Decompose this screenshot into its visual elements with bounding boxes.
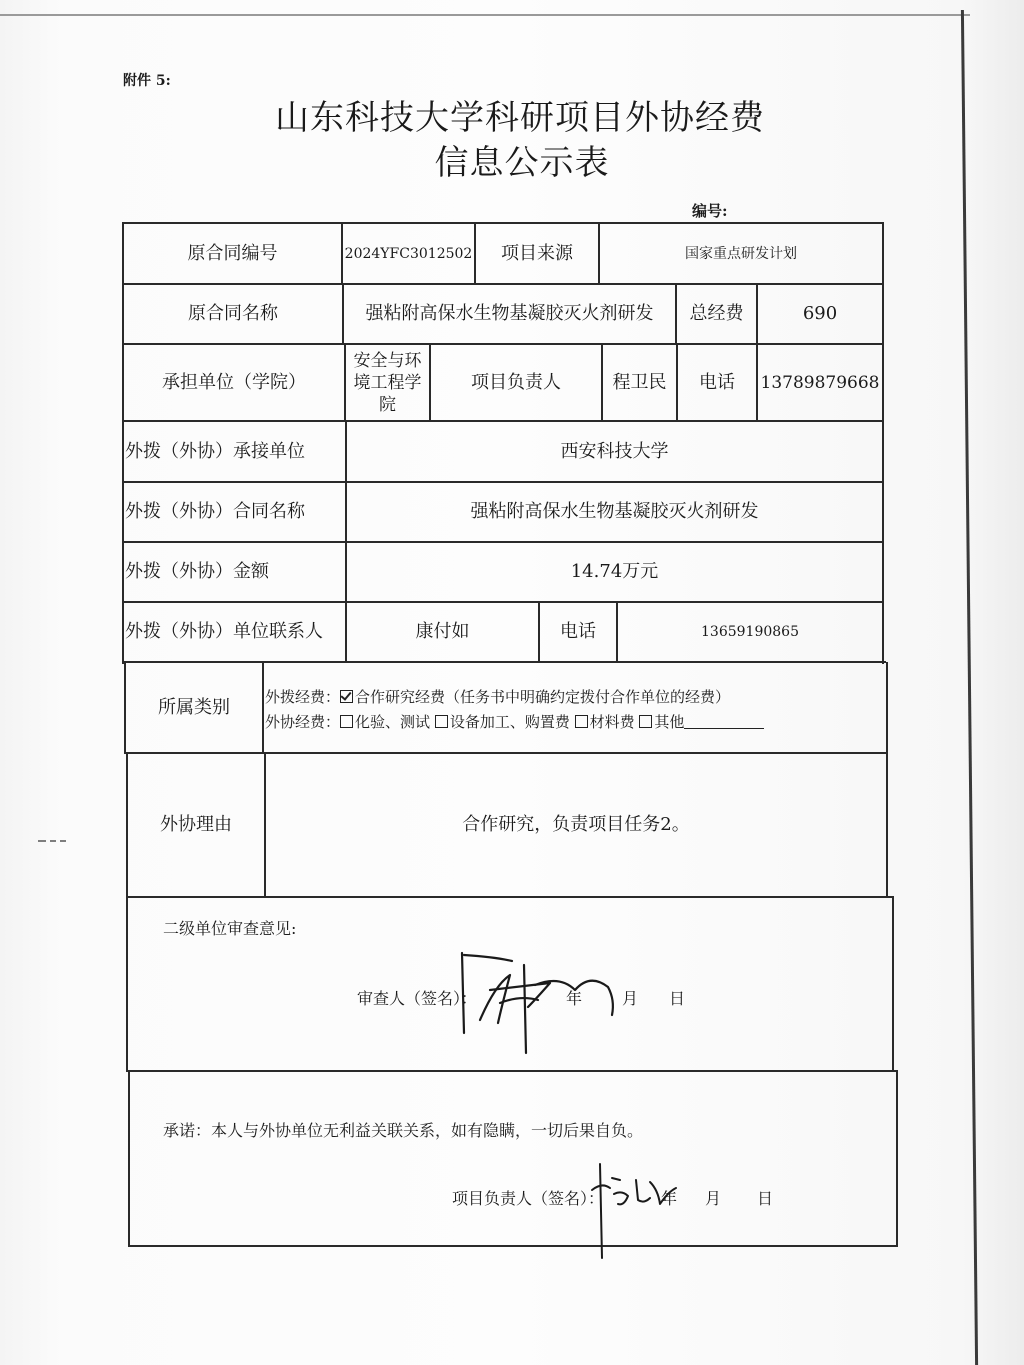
- category-line-external: 外拨经费： 合作研究经费（任务书中明确约定拨付合作单位的经费）: [265, 688, 731, 706]
- total-funding-label: 总经费: [689, 303, 744, 324]
- paper-top-edge: [0, 14, 970, 16]
- external-phone-value: 13659190865: [701, 624, 799, 640]
- equipment-checkbox[interactable]: [435, 715, 448, 728]
- external-contract-value: 强粘附高保水生物基凝胶灭火剂研发: [470, 501, 759, 522]
- materials-checkbox[interactable]: [575, 715, 588, 728]
- external-contract-label: 外拨（外协）合同名称: [125, 501, 305, 522]
- external-phone-label: 电话: [560, 621, 596, 642]
- other-blank-line: [684, 714, 764, 729]
- leader-signature: [588, 1160, 688, 1260]
- reason-value: 合作研究，负责项目任务2。: [462, 814, 690, 835]
- reason-label: 外协理由: [160, 814, 232, 835]
- project-leader-label: 项目负责人: [471, 371, 561, 393]
- external-contact-value: 康付如: [415, 621, 470, 642]
- document-title-line2: 信息公示表: [434, 143, 610, 183]
- undertaking-unit-value: 安全与环境工程学院: [353, 350, 422, 415]
- external-unit-label: 外拨（外协）承接单位: [125, 440, 305, 462]
- project-source-value: 国家重点研发计划: [685, 245, 797, 262]
- reviewer-signature: [440, 945, 630, 1055]
- leader-signature-label: 项目负责人（签名）：: [452, 1189, 605, 1208]
- document-title-line1: 山东科技大学科研项目外协经费: [275, 98, 765, 138]
- pledge-year: 年: [661, 1189, 678, 1208]
- review-year: 年: [566, 989, 583, 1008]
- materials-option: 材料费: [589, 713, 635, 731]
- equipment-option: 设备加工、购置费: [449, 713, 570, 731]
- contract-number-value: 2024YFC3012502: [344, 245, 473, 262]
- reviewer-signature-label: 审查人（签名）：: [357, 989, 478, 1008]
- review-month: 月: [622, 989, 639, 1008]
- cooperative-research-option: 合作研究经费（任务书中明确约定拨付合作单位的经费）: [355, 688, 731, 706]
- total-funding-value: 690: [802, 303, 838, 324]
- contract-name-value: 强粘附高保水生物基凝胶灭火剂研发: [365, 303, 654, 324]
- project-source-label: 项目来源: [501, 242, 573, 264]
- external-amount-label: 外拨（外协）金额: [125, 561, 269, 582]
- phone-value: 13789879668: [760, 372, 880, 393]
- pledge-month: 月: [705, 1189, 722, 1208]
- other-checkbox[interactable]: [639, 715, 652, 728]
- external-unit-value: 西安科技大学: [560, 440, 669, 462]
- scan-artifact: [36, 836, 76, 846]
- review-day: 日: [669, 989, 686, 1008]
- testing-option: 化验、测试: [355, 713, 431, 731]
- external-contact-label: 外拨（外协）单位联系人: [125, 621, 323, 642]
- external-amount-value: 14.74万元: [570, 561, 659, 582]
- project-leader-value: 程卫民: [612, 371, 667, 393]
- testing-checkbox[interactable]: [340, 715, 353, 728]
- phone-label: 电话: [699, 371, 735, 393]
- pledge-day: 日: [757, 1189, 774, 1208]
- contract-name-label: 原合同名称: [188, 303, 278, 324]
- attachment-label: 附件 5:: [123, 73, 171, 89]
- category-line-outsourcing: 外协经费： 化验、测试 设备加工、购置费 材料费 其他: [265, 711, 764, 732]
- review-opinion-label: 二级单位审查意见:: [163, 919, 297, 938]
- cooperative-research-checkbox[interactable]: [340, 690, 353, 703]
- category-label: 所属类别: [158, 696, 230, 718]
- undertaking-unit-label: 承担单位（学院）: [162, 371, 306, 393]
- contract-number-label: 原合同编号: [187, 242, 278, 264]
- pledge-statement: 承诺：本人与外协单位无利益关联关系，如有隐瞒，一切后果自负。: [163, 1121, 644, 1140]
- other-option: 其他: [654, 713, 685, 731]
- serial-number-label: 编号:: [692, 202, 728, 220]
